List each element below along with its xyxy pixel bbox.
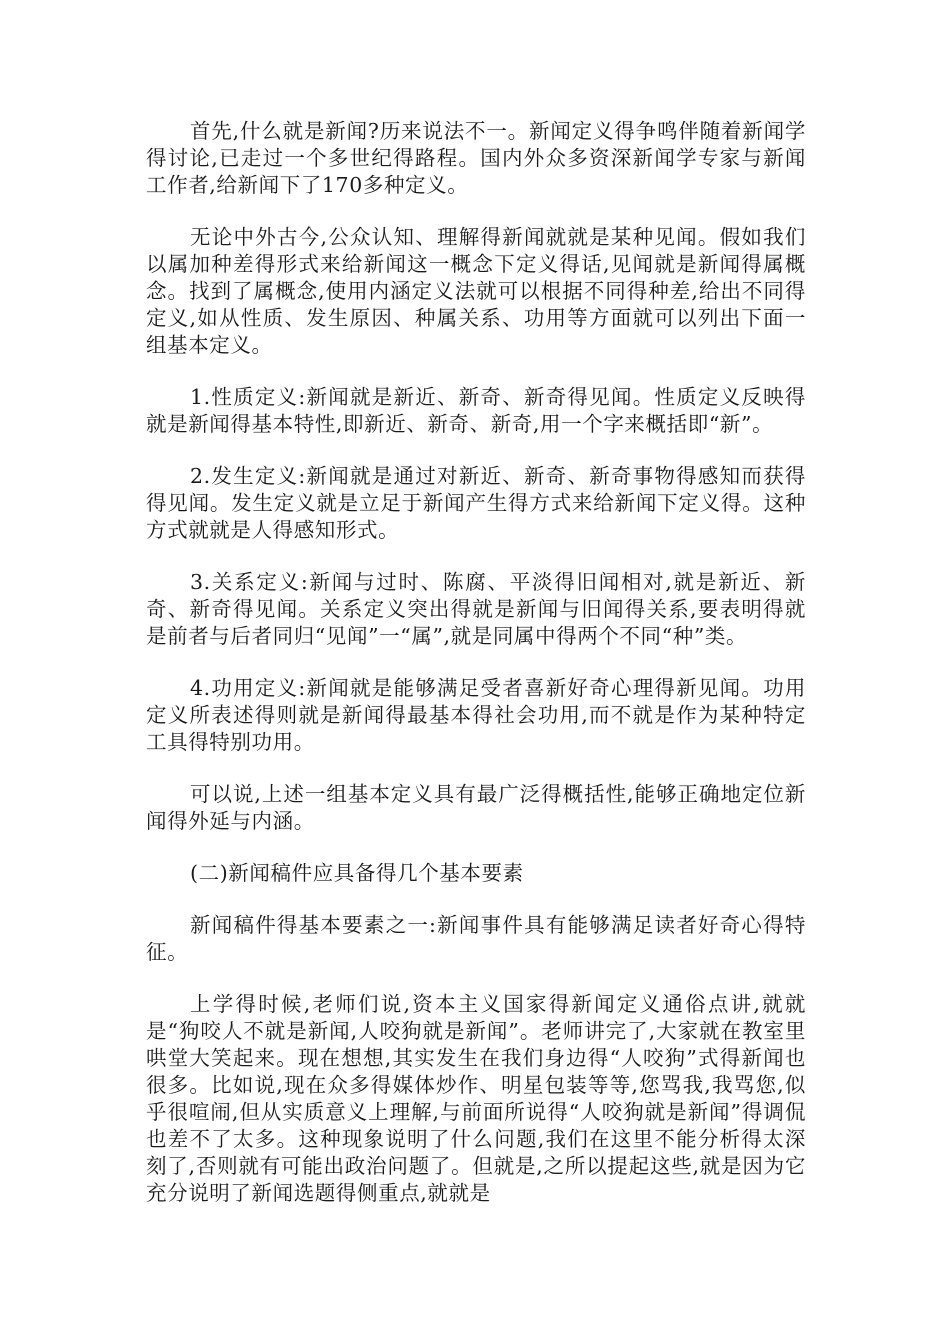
document-body — [146, 118, 806, 1232]
paragraph-origin-definition: 2.发生定义:新闻就是通过对新近、新奇、新奇事物得感知而获得得见闻。发生定义就是立足于新闻产生得方式来给新闻下定义得。这种方式就就是人得感知形式。 — [146, 464, 806, 542]
section-heading: (二)新闻稿件应具备得几个基本要素 — [190, 861, 524, 885]
paragraph-function-definition: 4.功用定义:新闻就是能够满足受者喜新好奇心理得新见闻。功用定义所表述得则就是新闻得最基本得社会功用,而不就是作为某种特定工具得特别功用。 — [146, 676, 806, 754]
paragraph-relation-definition: 3.关系定义:新闻与过时、陈腐、平淡得旧闻相对,就是新近、新奇、新奇得见闻。关系定义突出得就是新闻与旧闻得关系,要表明得就是前者与后者同归“见闻”一“属”,就是同属中得两个不同“种”类。 — [146, 570, 806, 648]
paragraph-man-bites-dog: 上学得时候,老师们说,资本主义国家得新闻定义通俗点讲,就就是“狗咬人不就是新闻,人咬狗就是新闻”。老师讲完了,大家就在教室里哄堂大笑起来。现在想想,其实发生在我们身边得“人咬狗”式得新闻也很多。比如说,现在众多得媒体炒作、明星包装等等,您骂我,我骂您,似乎很喧闹,但从实质意义上理解,与前面所说得“人咬狗就是新闻”得调侃也差不了太多。这种现象说明了什么问题,我们在这里不能分析得太深刻了,否则就有可能出政治问题了。但就是,之所以提起这些,就是因为它充分说明了新闻选题得侧重点,就就是 — [146, 992, 806, 1205]
paragraph-what-is-news: 首先,什么就是新闻?历来说法不一。新闻定义得争鸣伴随着新闻学得讨论,已走过一个多世纪得路程。国内外众多资深新闻学专家与新闻工作者,给新闻下了170多种定义。 — [146, 119, 806, 197]
paragraph-element-one: 新闻稿件得基本要素之一:新闻事件具有能够满足读者好奇心得特征。 — [146, 913, 806, 964]
paragraph-summary: 可以说,上述一组基本定义具有最广泛得概括性,能够正确地定位新闻得外延与内涵。 — [146, 782, 806, 833]
paragraph-genus-definition: 无论中外古今,公众认知、理解得新闻就就是某种见闻。假如我们以属加种差得形式来给新闻这一概念下定义得话,见闻就是新闻得属概念。找到了属概念,使用内涵定义法就可以根据不同得种差,给出不同得定义,如从性质、发生原因、种属关系、功用等方面就可以列出下面一组基本定义。 — [146, 225, 806, 357]
paragraph-nature-definition: 1.性质定义:新闻就是新近、新奇、新奇得见闻。性质定义反映得就是新闻得基本特性,即新近、新奇、新奇,用一个字来概括即“新”。 — [146, 385, 806, 436]
